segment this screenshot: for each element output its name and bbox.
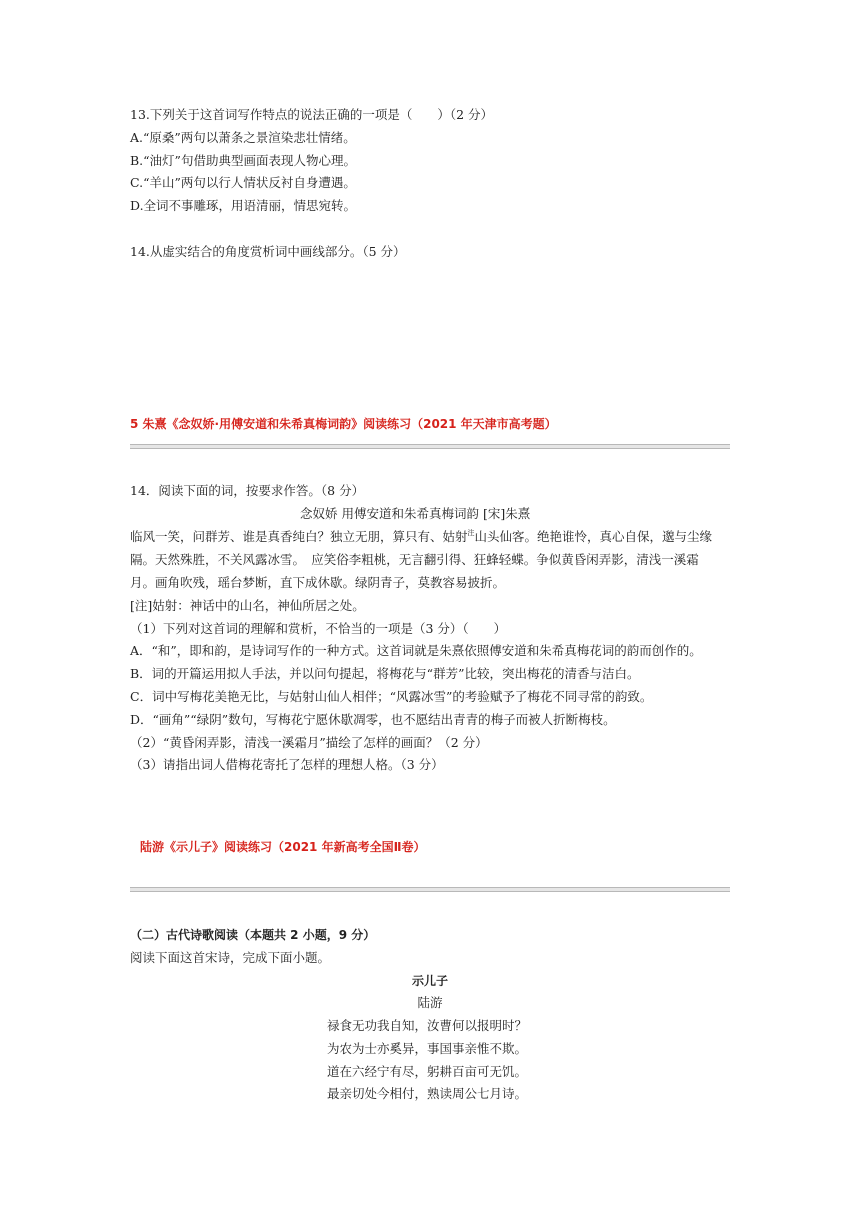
poem-note: [注]姑射：神话中的山名，神仙所居之处。 (130, 598, 365, 613)
sub-question-1: （1）下列对这首词的理解和赏析，不恰当的一项是（3 分）（ ） (130, 621, 507, 636)
poem-verse-2: 为农为士亦奚异，事国事亲惟不欺。 (327, 1041, 528, 1056)
section6-heading: 陆游《示儿子》阅读练习（2021 年新高考全国Ⅱ卷） (140, 840, 426, 854)
section5-intro: 14．阅读下面的词，按要求作答。（8 分） (130, 483, 365, 498)
poem-verse-4: 最亲切处今相付，熟读周公七月诗。 (327, 1086, 528, 1101)
poem-verse-3: 道在六经宁有尽，躬耕百亩可无饥。 (327, 1064, 528, 1079)
s5-option-c: C．词中写梅花美艳无比，与姑射山仙人相伴；“风露冰雪”的考验赋予了梅花不同寻常的韵致。 (130, 689, 653, 704)
section6-intro: 阅读下面这首宋诗，完成下面小题。 (130, 950, 331, 965)
q13-option-a: A.“原桑”两句以萧条之景渲染悲壮情绪。 (130, 130, 356, 145)
poem-author: 陆游 (417, 995, 443, 1010)
s5-option-a: A．“和”，即和韵，是诗词写作的一种方式。这首词就是朱熹依照傅安道和朱希真梅花词的韵而创作的。 (130, 643, 702, 658)
q13-option-c: C.“羊山”两句以行人情状反衬自身遭遇。 (130, 175, 356, 190)
q13-option-d: D.全词不事雕琢，用语清丽，情思宛转。 (130, 198, 357, 213)
footnote-mark: 注 (467, 529, 475, 537)
poem-title: 示儿子 (411, 974, 448, 988)
q13-option-b: B.“油灯”句借助典型画面表现人物心理。 (130, 153, 356, 168)
poem-line-1: 临风一笑，问群芳、谁是真香纯白？独立无朋，算只有、姑射$^注$山头仙客。绝艳谁怜，真心自保，邈与尘缘 (130, 529, 713, 544)
s5-option-b: B．词的开篇运用拟人手法，并以问句提起，将梅花与“群芳”比较，突出梅花的清香与洁白。 (130, 666, 640, 681)
part-title: （二）古代诗歌阅读（本题共 2 小题，9 分） (130, 928, 376, 942)
q13-stem: 13.下列关于这首词写作特点的说法正确的一项是（ ）（2 分） (130, 107, 494, 122)
section5-divider (130, 444, 730, 449)
poem-verse-1: 禄食无功我自知，汝曹何以报明时？ (327, 1018, 528, 1033)
sub-question-3: （3）请指出词人借梅花寄托了怎样的理想人格。（3 分） (130, 757, 444, 772)
poem-line-2: 隔。天然殊胜，不关风露冰雪。 应笑俗李粗桃，无言翻引得、狂蜂轻蝶。争似黄昏闲弄影，清浅一溪霜 (130, 552, 699, 567)
sub-question-2: （2）“黄昏闲弄影，清浅一溪霜月”描绘了怎样的画面？（2 分） (130, 735, 488, 750)
q14-stem: 14.从虚实结合的角度赏析词中画线部分。（5 分） (130, 244, 406, 259)
section5-poem-title: 念奴娇 用傅安道和朱希真梅词韵 [宋]朱熹 (300, 506, 531, 521)
section5-heading: 5 朱熹《念奴娇·用傅安道和朱希真梅词韵》阅读练习（2021 年天津市高考题） (130, 417, 557, 431)
s5-option-d: D．“画角”“绿阴”数句，写梅花宁愿休歇凋零，也不愿结出青青的梅子而被人折断梅枝。 (130, 712, 616, 727)
section6-divider (130, 887, 730, 892)
poem-line-3: 月。画角吹残，瑶台梦断，直下成休歇。绿阴青子，莫教容易披折。 (130, 575, 506, 590)
